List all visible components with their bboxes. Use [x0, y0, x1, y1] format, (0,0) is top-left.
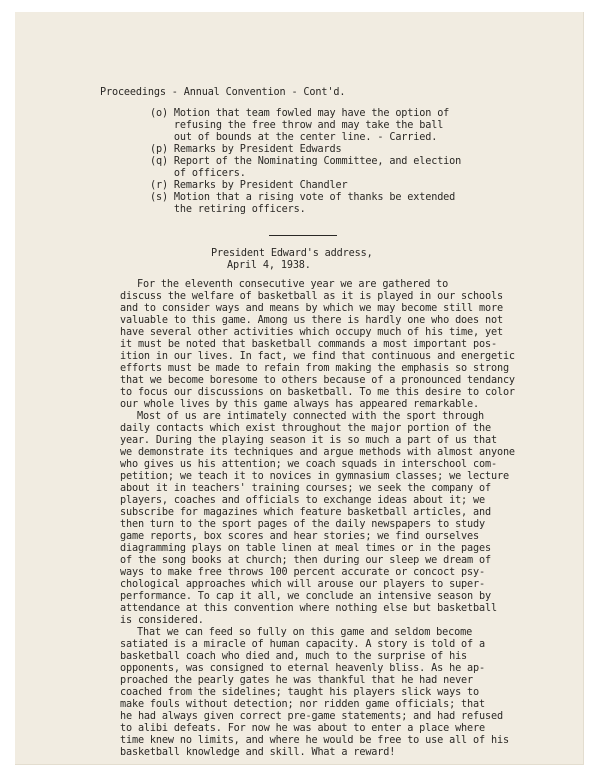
paragraph-2-line: petition; we teach it to novices in gymnasium classes; we lecture [120, 471, 509, 482]
paragraph-1-line: our whole lives by this game always has appeared remarkable. [120, 399, 480, 410]
paragraph-2-line: of the song books at church; then during our sleep we dream of [120, 555, 491, 566]
paragraph-2-line: is considered. [120, 615, 204, 626]
paragraph-2-line: then turn to the sport pages of the daily newspapers to study [120, 519, 485, 530]
paragraph-3-line: satiated is a miracle of human capacity. A story is told of a [120, 639, 485, 650]
paragraph-2-line: chological approaches which will arouse our players to super- [120, 579, 485, 590]
paragraph-3-line: to alibi defeats. For now he was about to enter a place where [120, 723, 485, 734]
paragraph-2-line: game reports, box scores and hear stories; we find ourselves [120, 531, 480, 542]
paragraph-1-line: have several other activities which occupy much of his time, yet [120, 327, 503, 338]
agenda-item-r: (r) Remarks by President Chandler [150, 180, 348, 191]
paragraph-3-line: That we can feed so fully on this game and seldom become [137, 627, 473, 638]
agenda-item-o-line-1: (o) Motion that team fowled may have the option of [150, 108, 450, 119]
paragraph-2-line: performance. To cap it all, we conclude an intensive season by [120, 591, 491, 602]
paragraph-3-line: coached from the sidelines; taught his players slick ways to [120, 687, 480, 698]
paragraph-1-line: discuss the welfare of basketball as it is played in our schools [120, 291, 503, 302]
paragraph-2-line: players, coaches and officials to exchange ideas about it; we [120, 495, 485, 506]
paper-sheet [15, 12, 584, 765]
paragraph-1-line: that we become boresome to others because of a pronounced tendancy [120, 375, 515, 386]
paragraph-2-line: subscribe for magazines which feature basketball articles, and [120, 507, 491, 518]
paragraph-2-line: who gives us his attention; we coach squads in interschool com- [120, 459, 497, 470]
paragraph-1-line: to focus our discussions on basketball. To me this desire to color [120, 387, 515, 398]
paragraph-2-line: Most of us are intimately connected with the sport through [137, 411, 485, 422]
paragraph-1-line: it must be noted that basketball commands a most important pos- [120, 339, 497, 350]
paragraph-3-line: time knew no limits, and where he would be free to use all of his [120, 735, 509, 746]
paragraph-2-line: we demonstrate its techniques and argue methods with almost anyone [120, 447, 515, 458]
paragraph-1-line: efforts must be made to refain from making the emphasis so strong [120, 363, 509, 374]
address-date: April 4, 1938. [227, 260, 311, 271]
agenda-item-o-line-2: refusing the free throw and may take the ball [150, 120, 444, 131]
paragraph-3-line: basketball knowledge and skill. What a reward! [120, 747, 396, 758]
paragraph-1-line: ition in our lives. In fact, we find that continuous and energetic [120, 351, 515, 362]
address-title: President Edward's address, [211, 248, 373, 259]
agenda-item-q-line-1: (q) Report of the Nominating Committee, and election [150, 156, 462, 167]
paragraph-2-line: year. During the playing season it is so much a part of us that [120, 435, 497, 446]
paragraph-1-line: and to consider ways and means by which we may become still more [120, 303, 503, 314]
paragraph-2-line: about it in teachers' training courses; we seek the company of [120, 483, 491, 494]
agenda-item-s-line-1: (s) Motion that a rising vote of thanks be extended [150, 192, 456, 203]
document-page [15, 12, 583, 764]
paragraph-2-line: daily contacts which exist throughout the major portion of the [120, 423, 491, 434]
page-heading: Proceedings - Annual Convention - Cont'd. [100, 87, 346, 98]
agenda-item-q-line-2: of officers. [150, 168, 246, 179]
paragraph-3-line: opponents, was consigned to eternal heavenly bliss. As he ap- [120, 663, 485, 674]
paragraph-3-line: make fouls without detection; nor ridden game officials; that [120, 699, 485, 710]
paragraph-3-line: he had always given correct pre-game statements; and had refused [120, 711, 503, 722]
paragraph-1-line: For the eleventh consecutive year we are gathered to [137, 279, 449, 290]
agenda-item-o-line-3: out of bounds at the center line. - Carried. [150, 132, 438, 143]
section-divider [269, 235, 337, 236]
paragraph-2-line: attendance at this convention where nothing else but basketball [120, 603, 497, 614]
paragraph-3-line: proached the pearly gates he was thankful that he had never [120, 675, 474, 686]
paragraph-2-line: ways to make free throws 100 percent accurate or concoct psy- [120, 567, 485, 578]
paragraph-1-line: valuable to this game. Among us there is hardly one who does not [120, 315, 503, 326]
agenda-item-s-line-2: the retiring officers. [150, 204, 306, 215]
paragraph-3-line: basketball coach who died and, much to the surprise of his [120, 651, 468, 662]
agenda-item-p: (p) Remarks by President Edwards [150, 144, 342, 155]
paragraph-2-line: diagramming plays on table linen at meal times or in the pages [120, 543, 491, 554]
